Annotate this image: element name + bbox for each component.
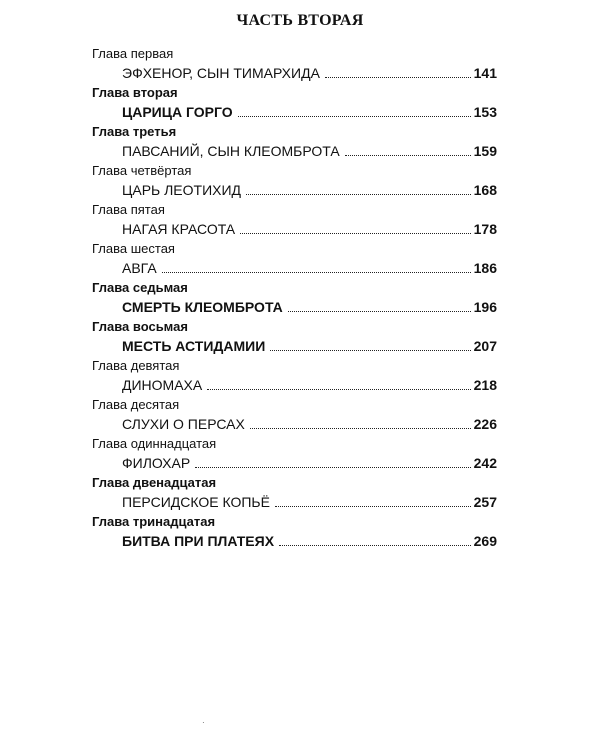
toc-entry bbox=[0, 514, 600, 553]
page-number: 242 bbox=[473, 455, 497, 471]
chapter-label: Глава десятая bbox=[92, 397, 180, 412]
dot-leader bbox=[162, 271, 471, 273]
toc-entry bbox=[0, 397, 600, 436]
dot-leader bbox=[250, 427, 471, 429]
chapter-title: ЭФХЕНОР, СЫН ТИМАРХИДА bbox=[122, 65, 320, 81]
page-number: 186 bbox=[473, 260, 497, 276]
chapter-label: Глава одиннадцатая bbox=[92, 436, 217, 451]
chapter-label: Глава вторая bbox=[92, 85, 178, 100]
scan-speck: · bbox=[202, 718, 205, 727]
chapter-entry-line bbox=[122, 64, 497, 82]
dot-leader bbox=[195, 466, 470, 468]
chapter-label: Глава девятая bbox=[92, 358, 180, 373]
chapter-label: Глава пятая bbox=[92, 202, 165, 217]
dot-leader bbox=[345, 154, 471, 156]
chapter-title: ФИЛОХАР bbox=[122, 455, 191, 471]
toc-entry bbox=[0, 280, 600, 319]
page-number: 153 bbox=[473, 104, 497, 120]
page-number: 159 bbox=[473, 143, 497, 159]
page-number: 141 bbox=[473, 65, 497, 81]
dot-leader bbox=[270, 349, 470, 351]
chapter-label: Глава седьмая bbox=[92, 280, 188, 295]
chapter-title: ЦАРИЦА ГОРГО bbox=[122, 104, 233, 120]
chapter-entry-line bbox=[122, 493, 497, 511]
chapter-title: СМЕРТЬ КЛЕОМБРОТА bbox=[122, 299, 283, 315]
chapter-title: АВГА bbox=[122, 260, 157, 276]
chapter-entry-line bbox=[122, 376, 497, 394]
dot-leader bbox=[240, 232, 471, 234]
chapter-entry-line bbox=[122, 220, 497, 238]
chapter-label: Глава двенадцатая bbox=[92, 475, 217, 490]
dot-leader bbox=[279, 544, 471, 546]
toc-entry bbox=[0, 358, 600, 397]
chapter-title: ЦАРЬ ЛЕОТИХИД bbox=[122, 182, 242, 198]
table-of-contents bbox=[0, 46, 600, 553]
part-title: ЧАСТЬ ВТОРАЯ bbox=[236, 12, 364, 29]
dot-leader bbox=[325, 76, 471, 78]
chapter-entry-line bbox=[122, 415, 497, 433]
chapter-entry-line bbox=[122, 298, 497, 316]
page-number: 218 bbox=[473, 377, 497, 393]
chapter-label: Глава шестая bbox=[92, 241, 175, 256]
toc-entry bbox=[0, 124, 600, 163]
toc-entry bbox=[0, 241, 600, 280]
page-number: 178 bbox=[473, 221, 497, 237]
chapter-label: Глава третья bbox=[92, 124, 177, 139]
chapter-label: Глава первая bbox=[92, 46, 174, 61]
chapter-entry-line bbox=[122, 454, 497, 472]
chapter-title: СЛУХИ О ПЕРСАХ bbox=[122, 416, 245, 432]
toc-entry bbox=[0, 85, 600, 124]
toc-entry bbox=[0, 436, 600, 475]
dot-leader bbox=[238, 115, 471, 117]
dot-leader bbox=[246, 193, 471, 195]
chapter-title: ПЕРСИДСКОЕ КОПЬЁ bbox=[122, 494, 270, 510]
toc-entry bbox=[0, 163, 600, 202]
page-number: 196 bbox=[473, 299, 497, 315]
chapter-title: ДИНОМАХА bbox=[122, 377, 203, 393]
chapter-title: НАГАЯ КРАСОТА bbox=[122, 221, 236, 237]
toc-entry bbox=[0, 475, 600, 514]
chapter-entry-line bbox=[122, 337, 497, 355]
toc-entry bbox=[0, 319, 600, 358]
chapter-label: Глава восьмая bbox=[92, 319, 188, 334]
chapter-entry-line bbox=[122, 259, 497, 277]
chapter-entry-line bbox=[122, 181, 497, 199]
toc-entry bbox=[0, 202, 600, 241]
page-number: 168 bbox=[473, 182, 497, 198]
dot-leader bbox=[275, 505, 471, 507]
page-number: 226 bbox=[473, 416, 497, 432]
dot-leader bbox=[207, 388, 470, 390]
chapter-label: Глава четвёртая bbox=[92, 163, 192, 178]
chapter-title: БИТВА ПРИ ПЛАТЕЯХ bbox=[122, 533, 275, 549]
chapter-entry-line bbox=[122, 103, 497, 121]
page-number: 269 bbox=[473, 533, 497, 549]
chapter-entry-line bbox=[122, 142, 497, 160]
page-number: 257 bbox=[473, 494, 497, 510]
toc-entry bbox=[0, 46, 600, 85]
page-number: 207 bbox=[473, 338, 497, 354]
dot-leader bbox=[288, 310, 471, 312]
chapter-entry-line bbox=[122, 532, 497, 550]
chapter-label: Глава тринадцатая bbox=[92, 514, 216, 529]
chapter-title: МЕСТЬ АСТИДАМИИ bbox=[122, 338, 266, 354]
chapter-title: ПАВСАНИЙ, СЫН КЛЕОМБРОТА bbox=[122, 143, 340, 159]
